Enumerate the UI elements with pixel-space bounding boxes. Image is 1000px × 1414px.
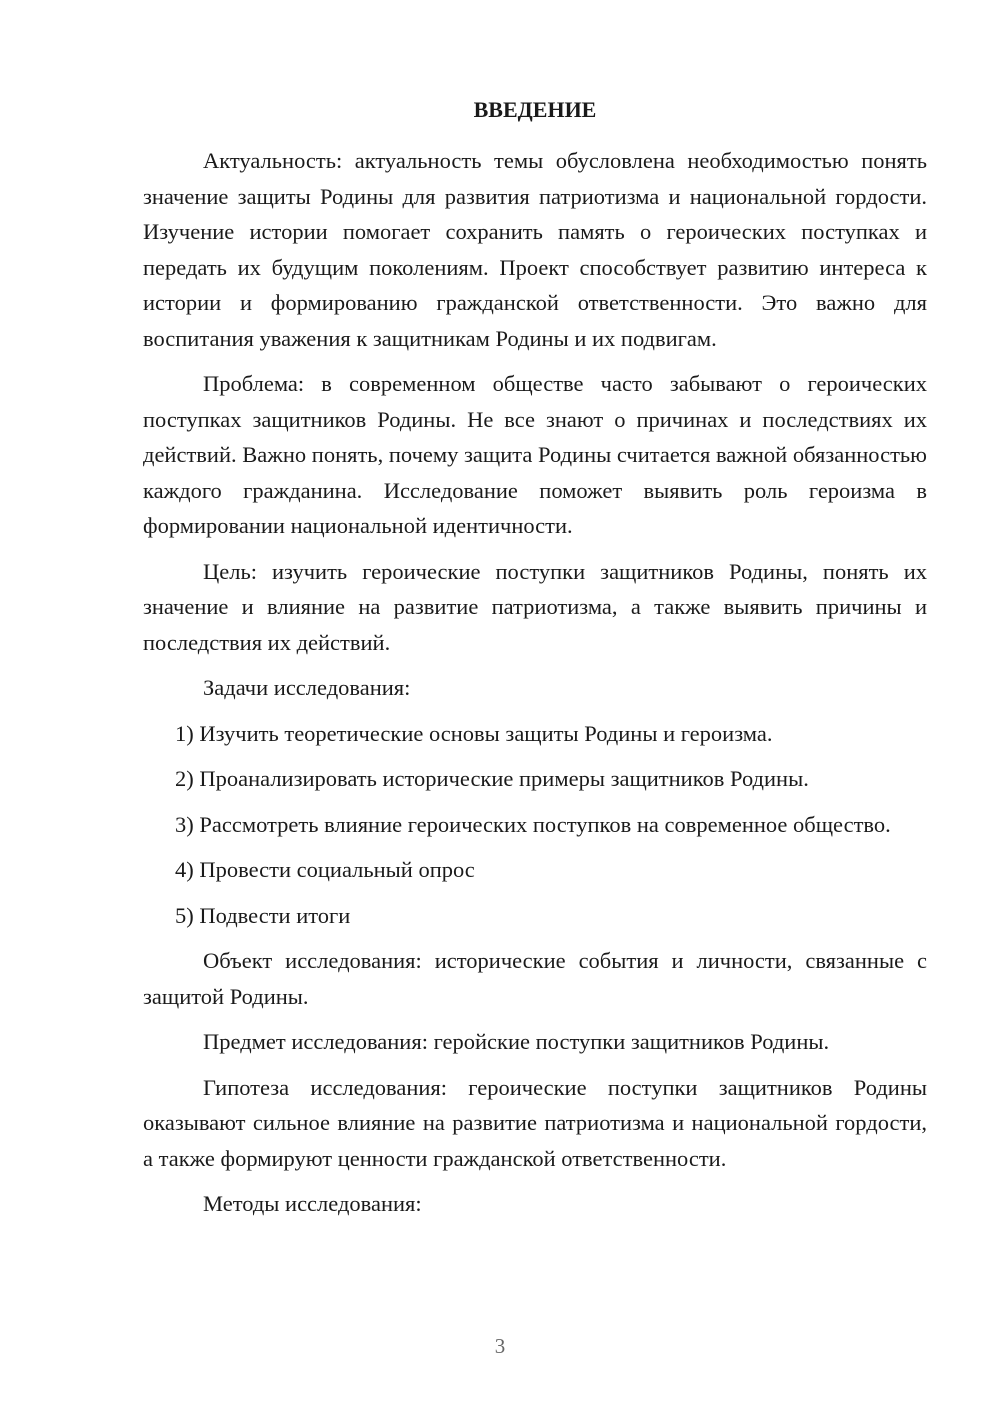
task-item-2: 2) Проанализировать исторические примеры защитников Родины. <box>175 766 809 791</box>
relevance-paragraph: Актуальность: актуальность темы обусловлена необходимостью понять значение защиты Родины для развития патриотизма и национальной гордости. Изучение истории помогает сохранить память о героических поступках и передать их будущим поколениям. Проект способствует развитию интереса к истории и формированию гражданской ответственности. Это важно для воспитания уважения к защитникам Родины и их подвигам. <box>143 148 927 351</box>
subject-paragraph: Предмет исследования: геройские поступки защитников Родины. <box>203 1029 830 1054</box>
page-number: 3 <box>494 1334 506 1358</box>
goal-paragraph: Цель: изучить героические поступки защитников Родины, понять их значение и влияние на развитие патриотизма, а также выявить причины и последствия их действий. <box>143 558 927 655</box>
task-item-4: 4) Провести социальный опрос <box>175 857 475 882</box>
document-page <box>143 95 927 1232</box>
object-paragraph: Объект исследования: исторические события и личности, связанные с защитой Родины. <box>143 948 927 1009</box>
page-title: ВВЕДЕНИЕ <box>473 97 597 122</box>
methods-title: Методы исследования: <box>203 1191 422 1216</box>
task-item-5: 5) Подвести итоги <box>175 902 351 928</box>
task-item-3: 3) Рассмотреть влияние героических поступков на современное общество. <box>175 811 891 837</box>
tasks-title: Задачи исследования: <box>203 675 411 700</box>
task-item-1: 1) Изучить теоретические основы защиты Родины и героизма. <box>175 720 773 746</box>
problem-paragraph: Проблема: в современном обществе часто забывают о героических поступках защитников Родины. Не все знают о причинах и последствиях их действий. Важно понять, почему защита Родины считается важной обязанностью каждого гражданина. Исследование поможет выявить роль героизма в формировании национальной идентичности. <box>143 371 927 538</box>
hypothesis-paragraph: Гипотеза исследования: героические поступки защитников Родины оказывают сильное влияние на развитие патриотизма и национальной гордости, а также формируют ценности гражданской ответственности. <box>143 1074 927 1171</box>
